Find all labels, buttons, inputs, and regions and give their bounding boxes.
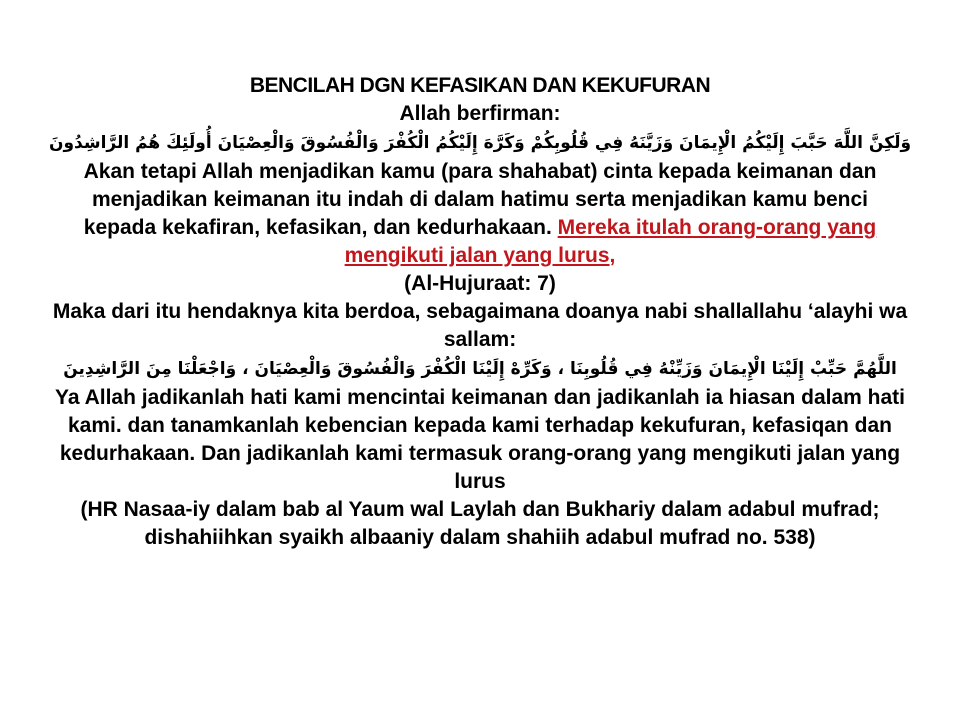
slide-title: BENCILAH DGN KEFASIKAN DAN KEKUFURAN [249,74,711,97]
arabic-verse: وَلَكِنَّ اللَّهَ حَبَّبَ إِلَيْكُمُ الْإِيمَانَ وَزَيَّنَهُ فِي قُلُوبِكُمْ وَكَرَّهَ إِلَيْكُمُ الْكُفْرَ وَالْفُسُوقَ وَالْعِصْيَانَ أُولَئِكَ هُمُ الرَّاشِدُونَ [48,133,912,153]
translation-line-4 [0,242,960,270]
doa-translation-line-2: kami. dan tanamkanlah kebencian kepada kami terhadap kekufuran, kefasiqan dan [68,414,892,437]
verse-reference: (Al-Hujuraat: 7) [404,272,556,295]
translation-line-1: Akan tetapi Allah menjadikan kamu (para shahabat) cinta kepada keimanan dan [83,160,877,183]
translation-line-2-emphasis: serta menjadikan kamu benci [575,188,869,211]
doa-intro-line-1: Maka dari itu hendaknya kita berdoa, sebagaimana doanya nabi shallallahu ‘alayhi wa [52,300,908,323]
translation-line-2-plain: menjadikan keimanan itu indah di dalam hatimu [91,188,576,211]
source-line-1: (HR Nasaa-iy dalam bab al Yaum wal Laylah dan Bukhariy dalam adabul mufrad; [80,498,880,521]
highlight-comma: , [609,244,616,267]
translation-line-2 [0,186,960,214]
translation-line-3-emphasis: kepada kekafiran, kefasikan, dan kedurhakaan [83,216,546,239]
highlight-text-1: Mereka itulah orang-orang yang [557,216,877,239]
intro-text: Allah berfirman: [399,102,561,125]
doa-translation-line-3: kedurhakaan. Dan jadikanlah kami termasuk orang-orang yang mengikuti jalan yang [59,442,901,465]
translation-line-3 [0,214,960,242]
slide-content [0,72,960,552]
doa-translation-line-1: Ya Allah jadikanlah hati kami mencintai keimanan dan jadikanlah ia hiasan dalam hati [54,386,906,409]
translation-line-3-dot: . [546,216,558,239]
highlight-text-2: mengikuti jalan yang lurus [344,244,610,267]
source-line-2: dishahiihkan syaikh albaaniy dalam shahiih adabul mufrad no. 538) [144,526,816,549]
arabic-doa: اللَّهُمَّ حَبِّبْ إِلَيْنَا الْإِيمَانَ وَزَيِّنْهُ فِي قُلُوبِنَا ، وَكَرِّهْ إِلَيْنَا الْكُفْرَ وَالْفُسُوقَ وَالْعِصْيَانَ ، وَاجْعَلْنَا مِنَ الرَّاشِدِينَ [63,359,897,379]
doa-intro-line-2: sallam: [443,328,517,351]
doa-translation-line-4: lurus [454,470,506,493]
